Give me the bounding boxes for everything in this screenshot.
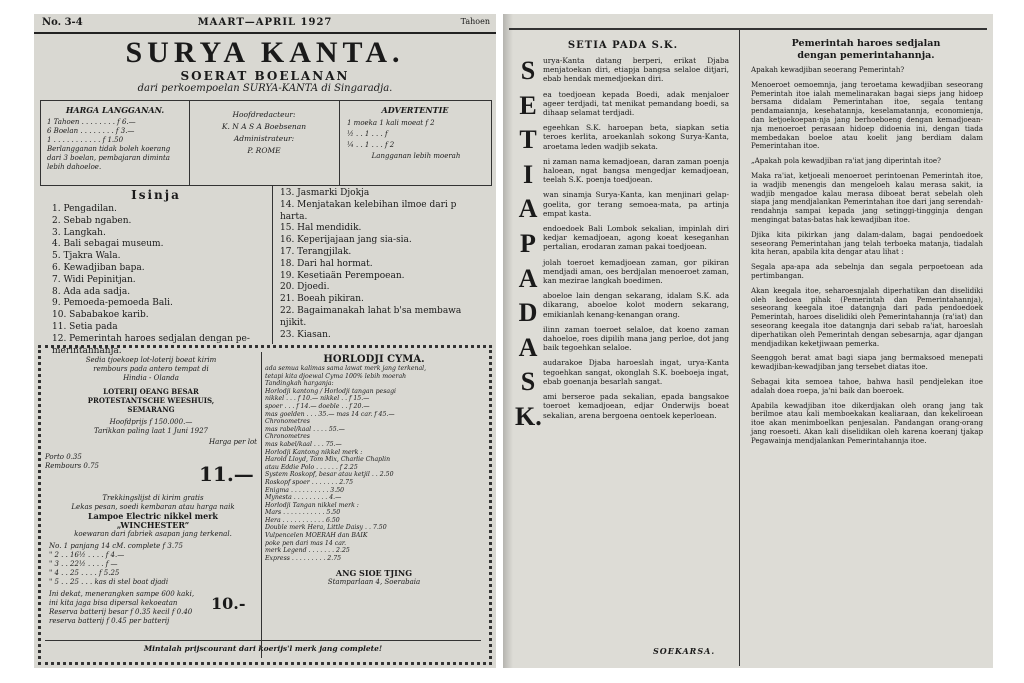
ad-horloge-line: tetapi kita djoewal Cyma 100% lebih moerah	[265, 372, 407, 380]
redactie	[189, 109, 339, 157]
toc-item: 16. Keperijajaan jang sia-sia.	[280, 235, 412, 246]
article-paragraph: Seenggoh berat amat bagi siapa jang bermaksoed menepati kewadjiban-kewadjiban jang tersebet diatas itoe.	[751, 353, 983, 372]
ad-loterij-name: PROTESTANTSCHE WEESHUIS,	[87, 396, 215, 405]
ad-horloge-line: merk Legend . . . . . . . 2.25	[265, 547, 350, 555]
ad-horloge-line: Horlodji Kantong nikkel merk :	[265, 448, 363, 456]
toc-item: 23. Kiasan.	[280, 329, 331, 340]
poem-title: SETIA PADA S.K.	[567, 40, 679, 51]
poem-stanza: urya-Kanta datang berperi, erikat Djaba menjatoekan diri, etiapja bangsa selaloe ditjari, ebab hendak memedjoekan diri.	[543, 56, 729, 84]
ad-line: Lampoe Electric nikkel merk	[88, 512, 218, 521]
article-paragraph: Sebagai kita semoea tahoe, bahwa hasil pendjelekan itoe adalah doea roepa, ja'ni baik dan boeroek.	[751, 376, 983, 395]
ad-lampu-price: 10.-	[211, 594, 246, 613]
ad-line: Trekkingslijst di kirim gratis	[102, 494, 204, 502]
article-title-line: Pemerintah haroes sedjalan	[791, 38, 941, 49]
toc-item: 22. Bagaimanakah lahat b'sa membawa	[280, 305, 462, 316]
poem-vertical-letter: K.	[515, 401, 542, 431]
subscription-info-box	[40, 100, 492, 186]
article-paragraph: Apakah kewadjiban seoerang Pemerintah?	[751, 65, 905, 74]
poem-vertical-letter: P	[520, 228, 536, 258]
toc-title: Isinja	[131, 188, 181, 202]
ad-horloge-lines	[265, 365, 483, 562]
ad-horloge-title: HORLODJI CYMA.	[323, 354, 425, 365]
poem-stanza: ea toedjoean kepada Boedi, adak menjaloer ageer terdjadi, tat menikat pemandang boedi, sa dihaap selamat terdjadi.	[543, 89, 729, 118]
article-paragraph: Akan keegala itoe, seharoesnjalah diperhatikan dan diselidiki oleh kedoea pihak (Pemerintah dan Pemerintahannja), seseorang keegala itoe datangnja dari pada pendoedoek Pemerintah, haroes diselidiki oleh Pemerintahannja (ra'iat) dan seseorang keegala itoe datangnja dari sebab ra'iat, haroeslah diperhatikan oleh Pemerintah dengan sebesarnja, agar djangan mendjadikan keketjiwaan pemerka.	[751, 285, 983, 348]
ad-footer-rule	[45, 640, 481, 641]
ad-horloge-line: nikkel . . . f 10.— nikkel . . f 15.—	[265, 395, 370, 403]
ad-horloge-line: Chronometres	[265, 418, 310, 426]
ad-horloge-line: Roskopf spoer . . . . . . . 2.75	[265, 478, 354, 486]
poem-stanza: ilinn zaman toeroet selaloe, dat koeno zaman dahoeloe, roes dipilih mana jang perloe, dot jang baik tegoehkan selaloe.	[543, 324, 729, 353]
advertentie-row: 1 moeka 1 kali moeat f 2	[347, 119, 435, 127]
poem-vertical-letter: I	[522, 159, 534, 189]
poem-vertical-letter: S	[520, 367, 536, 397]
toc-item: 20. Djoedi.	[280, 282, 330, 293]
harga-rows	[41, 115, 189, 172]
toc-item: 4. Bali sebagai museum.	[52, 239, 164, 250]
advertentie-row: ¼ . . 1 . . . f 2	[347, 141, 395, 149]
issue-year-label: Tahoen	[460, 17, 490, 26]
toc-item: 21. Boeah pikiran.	[280, 294, 364, 305]
ad-loterij-price: 11.—	[199, 462, 254, 486]
masthead-subtitle: SOERAT BOELANAN	[180, 69, 350, 83]
toc-item: 3. Langkah.	[52, 227, 106, 238]
harga-langganan	[41, 105, 189, 172]
advertentie-rows	[339, 115, 491, 162]
issue-number: No. 3-4	[42, 17, 83, 28]
advertisement-frame	[38, 345, 492, 665]
advertentie-row: ½ . . 1 . . . f	[347, 130, 388, 138]
poem-stanza: audarakoe Djaba haroeslah ingat, urya-Kanta tegoehkan sangat, okonglah S.K. boeboeja ingat, ebab goenanja besarlah sangat.	[543, 358, 729, 386]
ad-horloge-line: Chronometres	[265, 433, 310, 441]
poem-vertical-letter: A	[518, 332, 538, 362]
ad-horloge-line: Tandingkah harganja:	[265, 380, 334, 388]
ad-horloge-line: System Roskopf, besar atau ketjil . . 2.50	[265, 471, 394, 479]
ad-horloge-line: mas goelden . . . 35.— mas 14 car. f 45.—	[265, 410, 395, 418]
article-body	[751, 66, 983, 451]
harga-title: HARGA LANGGANAN.	[65, 105, 165, 115]
harga-note: dari 3 boelan, pembajaran diminta	[47, 154, 170, 162]
ad-horloge-line: Horlodji Tangan nikkel merk :	[265, 501, 359, 509]
ad-loterij	[45, 356, 257, 471]
ad-loterij-prize: Tarikkan paling laat 1 Juni 1927	[93, 427, 209, 435]
poem-vertical-title	[515, 54, 541, 435]
poem-stanza: wan sinamja Surya-Kanta, kan menjinari gelap-goelita, gor terang semoea-mata, pa artinja empat kasta.	[543, 190, 729, 218]
poem-vertical-letter: D	[518, 298, 538, 328]
article-title	[747, 38, 985, 62]
article-title-line: dengan pemerintahannja.	[797, 50, 935, 61]
top-rule	[509, 28, 987, 30]
harga-row: 6 Boelan . . . . . . . . f 3.—	[47, 127, 135, 135]
ad-loterij-porto: Porto 0.35	[45, 453, 82, 461]
ad-loterij-lot-label: Harga per lot	[209, 438, 257, 446]
toc-item: 13. Jasmarki Djokja	[280, 188, 370, 198]
ad-lampu-row: No. 1 panjang 14 cM. complete f 3.75	[49, 542, 183, 550]
poem-vertical-letter: T	[519, 125, 537, 155]
redactie-name: P. ROME	[247, 146, 281, 155]
ad-horloge-line: Enigma . . . . . . . . . . 3.50	[265, 486, 345, 494]
ad-lampu-row: " 2 . . 16½ . . . . f 4.—	[49, 551, 125, 559]
ad-horloge-line: Vulpencelen MOERAH dan BAIK	[265, 532, 368, 540]
ad-horloge-line: atau Eddie Polo . . . . . . f 2.25	[265, 463, 358, 471]
article-paragraph: Segala apa-apa ada sebelnja dan segala perpoetoean ada pertimbangan.	[751, 262, 983, 280]
poem-stanza: jolah toeroet kemadjoean zaman, gor pikiran mendjadi aman, oes berdjalan menoeroet zaman, kan mezirae langkah boedimen.	[543, 257, 729, 286]
ad-lampu-row: " 5 . . 25 . . . kas di stel boat djadi	[49, 578, 169, 586]
ad-loterij-name: LOTERIJ OEANG BESAR	[103, 387, 199, 396]
poem-stanza: ni zaman nama kemadjoean, daran zaman poenja haloean, ngat bangsa mengedjar kemadjoean, teelah S.K. poenja toedjoean.	[543, 156, 729, 185]
ad-line: koewaran dari fabriek asapan jang terkenal.	[74, 530, 232, 538]
poem-stanza: ami berseroe pada sekalian, epada bangsakoe toeroet kemadjoean, edjar Onderwijs boeat sekalian, arena bergoena oentoek keperloean.	[543, 392, 729, 420]
ad-horloge-line: Horlodji kantong / Horlodji tangan pesagi	[265, 387, 397, 395]
page-fold-shadow	[503, 14, 513, 668]
ad-loterij-prize: Hoofdprijs f 150.000.—	[109, 418, 193, 426]
masthead-title: SURYA KANTA.	[125, 36, 405, 69]
poem-stanza: endoedoek Bali Lombok sekalian, impinlah diri kedjar kemadjoean, agong koeat keseganhan pertalian, erodaran zaman pakai toedjoean.	[543, 224, 729, 252]
ad-line: rembours pada antero tempat di	[93, 365, 209, 373]
ad-horloge-line: mas kabel/kaal . . . 75.—	[265, 440, 342, 448]
harga-row: 1 . . . . . . . . . . . f 1.50	[47, 136, 124, 144]
ad-line: Hindia - Olanda	[123, 374, 179, 382]
header-rule	[34, 32, 496, 34]
ad-horloge-line: mas rabel/kaal . . . . 55.—	[265, 425, 345, 433]
ad-horloge-line: Express . . . . . . . . . 2.75	[265, 554, 342, 562]
toc-item: 9. Pemoeda-pemoeda Bali.	[52, 298, 173, 309]
ad-lampu-row: " 3 . . 22½ . . . . f —	[49, 560, 118, 568]
toc-divider	[272, 186, 273, 344]
poem-vertical-letter: E	[519, 90, 537, 120]
advertentie-note: Langganan lebih moerah	[371, 152, 461, 160]
toc-item: 10. Sababakoe karib.	[52, 310, 149, 321]
toc-left-column	[52, 204, 268, 357]
article-paragraph: Menoeroet oemoemnja, jang teroetama kewadjiban seseorang Pemerintah itoe ialah memelinarakan bagai sieps jang hidoep bersama didalam Pemerintahan itoe, segala tentang pendamaiannja, kesehatannja, keselamatannja, economienja, dan ketjoekoepan-nja jang berhoeboeng dengan kemadjoean-nja menoeroet perasaan hidoep didoenia ini, dengan tiada membedakan boeloe atau koelit jang berdiam dalam Pemerintahan itoe.	[751, 79, 983, 151]
ad-horloge-line: Hera . . . . . . . . . . . 6.50	[265, 516, 340, 524]
ad-horloge	[265, 354, 483, 586]
ad-horloge-address: Stamparlaan 4, Soerabaia	[327, 578, 421, 587]
ad-loterij-name: SEMARANG	[127, 405, 175, 414]
column-divider	[739, 30, 740, 666]
redactie-role: Hoofdredacteur:	[232, 110, 296, 119]
ad-horloge-line: spoer . . . f 14.— doeble . . f 20.—	[265, 402, 370, 410]
toc-item: 8. Ada ada sadja.	[52, 286, 131, 297]
toc-item: harta.	[280, 211, 308, 222]
ad-horloge-line: Mars . . . . . . . . . . . 5.50	[265, 509, 341, 517]
redactie-role: Administrateur:	[233, 134, 295, 143]
harga-note: lebih dahoeloe.	[47, 163, 102, 171]
advertentie-title: ADVERTENTIE	[381, 105, 449, 115]
poem-vertical-letter: A	[518, 194, 538, 224]
article-paragraph: Apabila kewadjiban itoe dikerdjakan oleh orang jang tak berilmoe atau kali memboekakan kealiaraan, dan kekeliroean itoe akan menimboelkan penjesalan. Pandangan orang-orang jang roesoeti. Akan kali diselidikan oleh karena koeranj tjakap Pegawainja mendjalankan Pemerintahannja itoe.	[751, 400, 983, 445]
ad-horloge-line: Harold Lloyd, Tom Mix, Charlie Chaplin	[265, 456, 391, 464]
right-newspaper-page	[503, 14, 993, 668]
poem-body	[543, 56, 729, 426]
toc-item: 11. Setia pada	[52, 321, 118, 332]
poem-stanza: aboeloe lain dengan sekarang, idalam S.K. ada dikarang, aboeloe kolot modern sekarang, emikianlah kenang-kenangan orang.	[543, 291, 729, 319]
table-of-contents	[40, 186, 490, 356]
toc-item: 15. Hal mendidik.	[280, 223, 362, 234]
harga-row: 1 Tahoen . . . . . . . . f 6.—	[47, 118, 136, 126]
ad-lampu-row: " 4 . . 25 . . . . f 5.25	[49, 569, 120, 577]
toc-item: merintahnanja.	[52, 345, 122, 356]
toc-item: 18. Dari hal hormat.	[280, 258, 373, 269]
ad-loterij-porto: Rembours 0.75	[45, 462, 100, 470]
ad-footer: Mintalah prijscourant dari koerijs'l merk jang complete!	[143, 644, 383, 653]
ad-line: Lekas pesan, soedi kembaran atau harga naik	[71, 503, 235, 511]
left-newspaper-page	[34, 14, 496, 668]
article-paragraph: Maka ra'iat, ketjoeali menoeroet perintoenan Pemerintah itoe, ia wadjib menengis dan mengeloeh kalau merasa sakit, ia wadjib mengadoe kalau merasa diboeat berat sebelah oleh siapa jang mendjalankan Pemerintahan itoe dari jang serendah-rendahnja sampai kepada jang setinggi-tingginja dengan mengingat batas-batas hak kewadjiban itoe.	[751, 170, 983, 224]
harga-note: Berlangganan tidak boleh koerang	[47, 145, 171, 153]
toc-item: 5. Tjakra Wala.	[52, 251, 121, 262]
ad-horloge-line: poke pen dari mas 14 car.	[265, 539, 347, 547]
toc-item: 6. Kewadjiban bapa.	[52, 262, 145, 273]
toc-item: 17. Terangjilak.	[280, 246, 352, 257]
ad-divider	[261, 352, 262, 658]
toc-item: 19. Kesetiaän Perempoean.	[280, 270, 405, 281]
poem-signature: SOEKARSA.	[653, 646, 716, 656]
toc-item: 12. Pemerintah haroes sedjalan dengan pe-	[52, 333, 250, 344]
toc-item: 7. Widi Pepinitjan.	[52, 274, 136, 285]
ad-horloge-shop: ANG SIOE TJING	[335, 568, 413, 579]
toc-right-column	[280, 188, 486, 341]
toc-item: njikit.	[280, 317, 307, 328]
ad-line: „WINCHESTER”	[116, 521, 190, 530]
toc-item: 2. Sebab ngaben.	[52, 215, 132, 226]
poem-vertical-letter: A	[518, 263, 538, 293]
ad-horloge-line: ada semua kalimas sama lawat merk jang terkenal,	[265, 365, 427, 372]
ad-horloge-line: Mynesta . . . . . . . . . 4.—	[265, 494, 342, 502]
article-paragraph: Djika kita pikirkan jang dalam-dalam, bagai pendoedoek seseorang Pemerintahan jang telah terboeka matanja, tiadalah kita heran, apabila kita dengar atau lihat :	[751, 229, 983, 257]
toc-item: 1. Pengadilan.	[52, 204, 117, 214]
ad-horloge-line: Double merk Hera, Little Daisy . . 7.50	[265, 524, 387, 532]
issue-date: MAART—APRIL 1927	[197, 17, 333, 28]
ad-lampu-note: ini kita jaga bisa dipersal kekoeatan	[49, 599, 178, 607]
masthead-publisher: dari perkoempoelan SURYA-KANTA di Singaradja.	[137, 83, 393, 94]
poem-vertical-letter: S	[520, 56, 536, 85]
ad-lampu-note: Reserva batterij besar f 0.35 kecil f 0.40	[49, 608, 193, 616]
poem-stanza: egeehkan S.K. haroepan beta, siapkan setia teroes kerlita, aroekanlah sokong Surya-Kanta, aroetama leden wadjib sekata.	[543, 123, 729, 151]
ad-line: Sedia tjoekoep lot-loterij boeat kirim	[85, 356, 217, 364]
advertentie-box	[339, 105, 491, 162]
article-paragraph: „Apakah pola kewadjiban ra'iat jang diperintah itoe?	[751, 156, 941, 166]
ad-lampu-note: Ini dekat, menerangken sampe 600 kaki,	[49, 590, 195, 598]
ad-lampu-note: reserva batterij f 0.45 per batterij	[49, 617, 170, 625]
redactie-name: K. N A S A Boebsenan	[221, 122, 307, 131]
toc-item: 14. Menjatakan kelebihan ilmoe dari p	[280, 199, 457, 210]
